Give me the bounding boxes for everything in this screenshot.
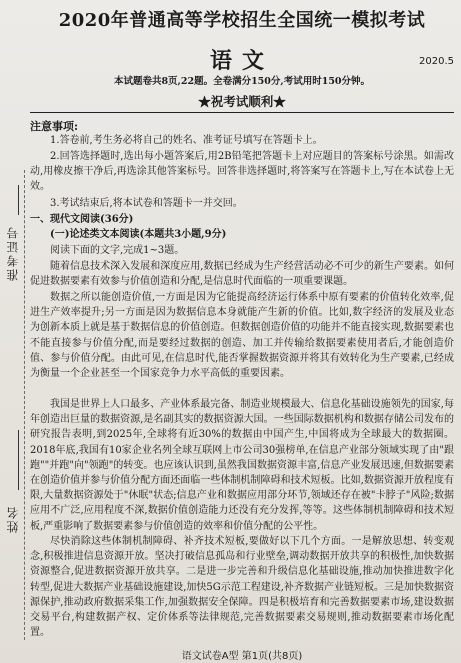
note-item-3: 3.考试结束后,将本试卷和答题卡一并交回。: [50, 198, 243, 209]
exam-info: 本试题卷共8页,22题。全卷满分150分,考试用时150分钟。: [113, 76, 371, 87]
binding-margin-line: [24, 170, 25, 640]
exam-number-label: 准考证号: [6, 225, 20, 281]
note-item-2: 2.回答选择题时,选出每小题答案后,用2B铅笔把答题卡上对应题目的答案标号涂黑。如需改动,用橡皮擦干净后,再选涂其他答案标号。回答非选择题时,将答案写在答题卡上,写在本试卷上无效。: [30, 151, 454, 193]
notes-title: 注意事项:: [30, 120, 79, 133]
exam-title: 2020年普通高等学校招生全国统一模拟考试: [58, 10, 426, 31]
exam-number-blank-line: [18, 185, 19, 215]
header-divider: [30, 112, 454, 113]
good-luck-banner: ★祝考试顺利★: [198, 94, 286, 109]
passage-paragraph-2: 数据之所以能创造价值,一方面是因为它能提高经济运行体系中原有要素的价值转化效率,促进生产效率提升;另一方面是因为数据信息本身就能产生新的价值。比如,数字经济的发展及业态为创新本质上就是基于数据信息的价值创造。但数据创造价值的功能并不能直接实现,数据要素也不能直接参与价值分配,而是要经过数据的创造、加工并传输给数据要素使用者后,才能创造价值、参与价值分配。由此可见,在信息时代,能否掌握数据资源并将其有效转化为生产要素,已经成为衡量一个企业甚至一个国家竞争力水平高低的重要因素。: [30, 292, 454, 380]
name-blank-line: [18, 430, 19, 490]
subject-title: 语文: [209, 48, 274, 74]
note-item-1: 1.答卷前,考生务必将自己的姓名、准考证号填写在答题卡上。: [50, 135, 323, 146]
passage-paragraph-3: 我国是世界上人口最多、产业体系最完备、制造业规模最大、信息化基础设施领先的国家,每年创造出巨量的数据资源,是名副其实的数据资源大国。一些国际数据机构和数据存储公司发布的研究报告表明,到2025年,全球将有近30%的数据由中国产生,中国将成为全球最大的数据圈。2018年底,我国有10家企业名列全球互联网上市公司30强榜单,在信息产业部分领域实现了由"跟跑""并跑"向"领跑"的转变。也应该认识到,虽然我国数据资源丰富,信息产业发展迅速,但数据要素在创造价值并参与价值分配方面还面临一些体制机制障碍和技术短板。比如,数据资源开放程度有限,大量数据资源处于"休眠"状态;信息产业和数据应用部分环节,领域还存在被"卡脖子"风险;数据应用不广泛,应用程度不深,数据价值创造能力还没有充分发挥,等等。这些体制机制障碍和技术短板,严重影响了数据要素参与价值创造的效率和价值分配的公平性。: [30, 399, 454, 532]
exam-date: 2020.5: [419, 56, 454, 67]
subsection-heading: (一)论述类文本阅读(本题共3小题,9分): [50, 229, 227, 240]
passage-paragraph-1: 随着信息技术深入发展和深度应用,数据已经成为生产经营活动必不可少的新生产要素。如何促进数据要素有效参与价值创造和分配,是信息时代面临的一项重要课题。: [30, 261, 454, 288]
page-footer: 语文试卷A型 第1页(共8页): [181, 651, 303, 662]
section-heading: 一、现代文阅读(36分): [30, 214, 134, 225]
passage-paragraph-4: 尽快消除这些体制机制障碍、补齐技术短板,要做好以下几个方面。一是解放思想、转变观念,积极推进信息资源开放。坚决打破信息孤岛和行业壁垒,调动数据开放共享的积极性,加快数据资源整合,促进数据资源开放共享。二是进一步完善和升级信息化基础设施,推动加快推进数字化转型,促进大数据产业基础设施建设,加快5G示范工程建设,补齐数据产业链短板。三是加快数据资源保护,推动政府数据采集工作,加强数据安全保障。四是积极培育和完善数据要素市场,建设数据交易平台,构建数据产权、定价体系等法律规范,完善数据要素交易规则,推动数据要素市场化配置。: [30, 536, 454, 639]
reading-instruction: 阅读下面的文字,完成1~3题。: [50, 245, 185, 256]
name-label: 姓名: [6, 505, 20, 533]
